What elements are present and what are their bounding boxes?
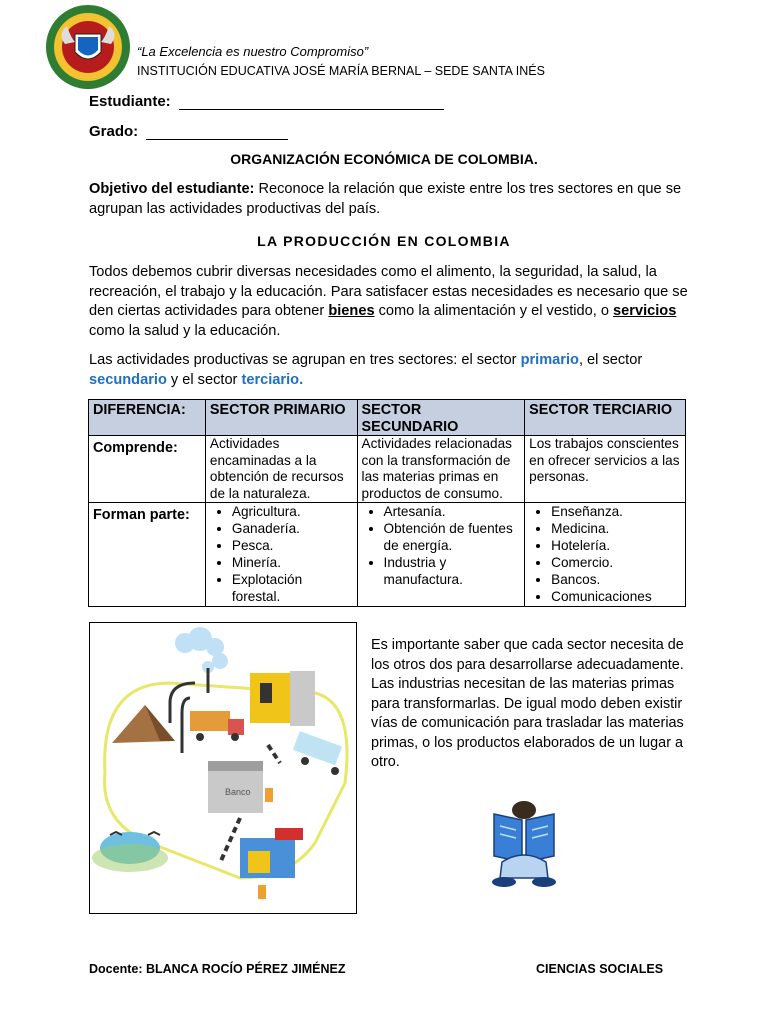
list-item: • Minería. [232, 554, 353, 571]
list-item: • Comunicaciones [551, 588, 681, 605]
store-icon [240, 828, 303, 878]
list-item: • Bancos. [551, 571, 681, 588]
person-icon [258, 885, 266, 899]
table-row-comprende [89, 436, 686, 503]
row-label-forman-parte: Forman parte: [89, 503, 206, 607]
list-item: • Enseñanza. [551, 503, 681, 520]
row-label-comprende: Comprende: [89, 436, 206, 503]
school-logo [45, 4, 131, 90]
student-label: Estudiante: [89, 93, 171, 110]
sectors-paragraph [89, 351, 689, 390]
section-subtitle: LA PRODUCCIÓN EN COLOMBIA [257, 233, 511, 249]
economic-sectors-illustration [89, 622, 357, 914]
student-name-line[interactable] [179, 95, 444, 110]
terciario-list [529, 503, 681, 605]
sectors-text-3: y el sector [166, 371, 242, 388]
intro-text-2: como la alimentación y el vestido, o [374, 303, 614, 319]
objective-label: Objetivo del estudiante: [89, 181, 255, 197]
cell-comprende-primario: Actividades encaminadas a la obtención de recursos de la naturaleza. [205, 436, 357, 503]
list-item: • Obtención de fuentes de energía. [384, 520, 521, 554]
header-secundario: SECTOR SECUNDARIO [357, 400, 525, 436]
person-icon [265, 788, 273, 802]
list-item: • Artesanía. [384, 503, 521, 520]
objective-text: Reconoce la relación que existe entre los tres sectores en que se agrupan las actividades productivas del país. [89, 181, 682, 217]
sectors-table [88, 399, 686, 607]
bienes-term: bienes [328, 303, 375, 319]
cell-list-primario [205, 503, 357, 607]
list-item: • Comercio. [551, 554, 681, 571]
bank-label: Banco [225, 787, 251, 797]
animal-icon [148, 832, 160, 835]
intro-paragraph [89, 263, 689, 341]
list-item: • Explotación forestal. [232, 571, 353, 605]
grade-label: Grado: [89, 123, 139, 140]
servicios-term: servicios [613, 303, 677, 319]
footer-subject: CIENCIAS SOCIALES [536, 962, 664, 976]
grade-line[interactable] [146, 125, 288, 140]
cloud-icon [175, 627, 228, 673]
footer-teacher: Docente: BLANCA ROCÍO PÉREZ JIMÉNEZ [89, 962, 346, 976]
factory-icon [250, 671, 315, 726]
header-terciario: SECTOR TERCIARIO [525, 400, 686, 436]
intro-text-1: Todos debemos cubrir diversas necesidades como el alimento, la seguridad, la salud, la recreación, el trabajo y la educación. Para satisfacer estas necesidades es necesario que se den ciertas actividades para obtener [89, 264, 688, 319]
list-item: • Ganadería. [232, 520, 353, 537]
school-name: INSTITUCIÓN EDUCATIVA JOSÉ MARÍA BERNAL – SEDE SANTA INÉS [137, 64, 545, 78]
cell-list-terciario [525, 503, 686, 607]
cell-comprende-secundario: Actividades relacionadas con la transformación de las materias primas en productos de consumo. [357, 436, 525, 503]
intro-text-3: como la salud y la educación. [89, 322, 281, 339]
list-item: • Pesca. [232, 537, 353, 554]
list-item: • Hotelería. [551, 537, 681, 554]
table-row-forman-parte [89, 503, 686, 607]
table-corner-cell: DIFERENCIA: [89, 400, 206, 436]
grade-field [89, 123, 288, 140]
sector-interdependence-text: Es importante saber que cada sector necesita de los otros dos para desarrollarse adecuadamente. Las industrias necesitan de las materias primas para transformarlas. De igual modo deben existir vías de comunicación para trasladar las materias primas, o los productos elaborados de un lugar a otro. [371, 637, 684, 770]
primario-list [210, 503, 353, 605]
sectors-text-1: Las actividades productivas se agrupan en tres sectores: el sector [89, 352, 521, 368]
list-item: • Medicina. [551, 520, 681, 537]
cell-list-secundario [357, 503, 525, 607]
list-item: • Industria y manufactura. [384, 554, 521, 588]
truck-icon [190, 711, 244, 741]
objective-paragraph [89, 180, 689, 219]
truck-icon [293, 731, 342, 775]
sectors-text-2: , el sector [578, 352, 643, 368]
motto: “La Excelencia es nuestro Compromiso” [137, 44, 369, 59]
student-field [89, 93, 444, 110]
header-primario: SECTOR PRIMARIO [205, 400, 357, 436]
terciario-term: terciario. [241, 371, 304, 388]
page-title: ORGANIZACIÓN ECONÓMICA DE COLOMBIA. [230, 151, 538, 167]
bank-icon [208, 761, 263, 813]
primario-term: primario [520, 352, 579, 368]
list-item: • Agricultura. [232, 503, 353, 520]
cell-comprende-terciario: Los trabajos conscientes en ofrecer servicios a las personas. [525, 436, 686, 503]
table-header-row [89, 400, 686, 436]
secundario-term: secundario [89, 371, 167, 388]
reading-child-clipart [488, 800, 560, 888]
secundario-list [362, 503, 521, 588]
